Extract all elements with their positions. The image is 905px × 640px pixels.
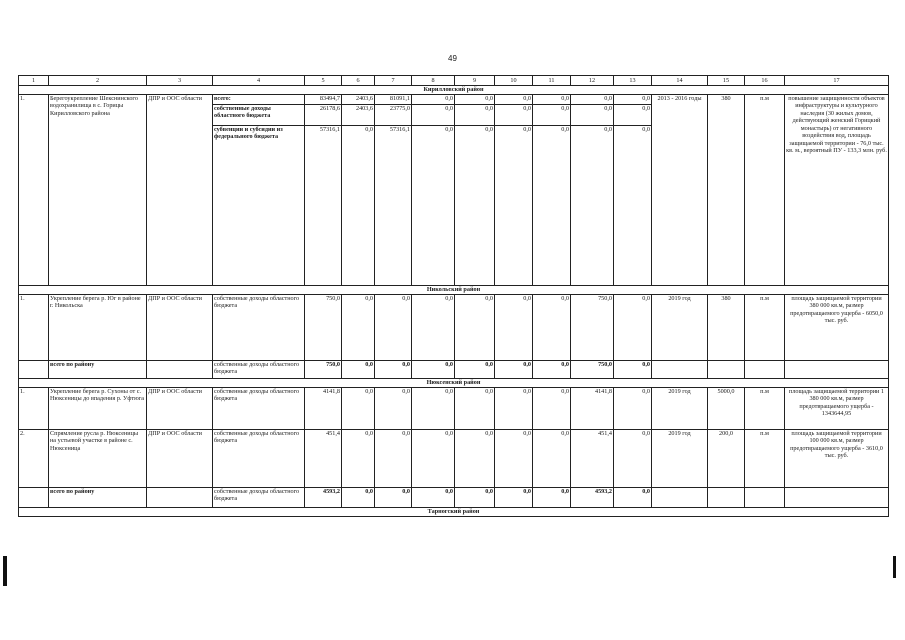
amount-cell: 0,0 <box>412 430 455 488</box>
amount-cell: 750,0 <box>571 295 614 361</box>
period: 2019 год <box>652 295 708 361</box>
amount-cell: 451,4 <box>305 430 342 488</box>
column-number: 5 <box>305 76 342 86</box>
column-number: 13 <box>614 76 652 86</box>
amount-cell: 0,0 <box>455 126 495 286</box>
executor: ДПР и ООС области <box>147 295 213 361</box>
total-amount: 0,0 <box>533 361 571 379</box>
amount-cell: 0,0 <box>614 126 652 286</box>
period: 2013 - 2016 годы <box>652 95 708 286</box>
funding-source: субвенции и субсидии из федерального бюджета <box>213 126 305 286</box>
column-number: 6 <box>342 76 375 86</box>
program-table <box>18 75 889 517</box>
district-total-row <box>19 488 889 508</box>
column-number: 12 <box>571 76 614 86</box>
amount-cell: 0,0 <box>375 295 412 361</box>
executor <box>147 361 213 379</box>
unit: п.м <box>745 430 785 488</box>
amount-cell: 2403,6 <box>342 95 375 105</box>
amount-cell: 0,0 <box>455 430 495 488</box>
unit <box>745 361 785 379</box>
amount-cell: 0,0 <box>342 430 375 488</box>
executor: ДПР и ООС области <box>147 388 213 430</box>
item-number <box>19 361 49 379</box>
amount-cell: 0,0 <box>495 430 533 488</box>
item-number: 1. <box>19 95 49 286</box>
quantity: 380 <box>708 95 745 286</box>
amount-cell: 0,0 <box>571 105 614 126</box>
amount-cell: 0,0 <box>533 430 571 488</box>
amount-cell: 0,0 <box>495 388 533 430</box>
district-title: Нюксенский район <box>19 379 889 388</box>
amount-cell: 0,0 <box>375 388 412 430</box>
total-amount: 0,0 <box>614 488 652 508</box>
effect-description: площадь защищаемой территории 1 380 000 кв.м, размер предотвращаемого ущерба - 1343644,95 <box>785 388 889 430</box>
total-amount: 4593,2 <box>305 488 342 508</box>
quantity <box>708 361 745 379</box>
item-number: 1. <box>19 388 49 430</box>
total-amount: 0,0 <box>455 361 495 379</box>
column-number: 3 <box>147 76 213 86</box>
district-total-row <box>19 361 889 379</box>
measure-name: Укрепление берега р. Сухоны от с. Нюксеницы до впадения р. Уфтюга <box>49 388 147 430</box>
quantity: 380 <box>708 295 745 361</box>
funding-source: собственные доходы областного бюджета <box>213 105 305 126</box>
effect-description <box>785 361 889 379</box>
district-row <box>19 286 889 295</box>
amount-cell: 451,4 <box>571 430 614 488</box>
effect-description <box>785 488 889 508</box>
total-amount: 0,0 <box>342 361 375 379</box>
period: 2019 год <box>652 430 708 488</box>
district-title: Никольский район <box>19 286 889 295</box>
table-row <box>19 95 889 105</box>
amount-cell: 750,0 <box>305 295 342 361</box>
funding-source: собственные доходы областного бюджета <box>213 488 305 508</box>
amount-cell: 0,0 <box>412 388 455 430</box>
measure-name: Спрямление русла р. Нюксеницы на устьевой участке в районе с. Нюксеница <box>49 430 147 488</box>
column-number: 17 <box>785 76 889 86</box>
amount-cell: 0,0 <box>342 388 375 430</box>
page-number: 49 <box>448 54 457 63</box>
unit <box>745 488 785 508</box>
quantity: 5000,0 <box>708 388 745 430</box>
amount-cell: 4141,8 <box>571 388 614 430</box>
amount-cell: 0,0 <box>533 388 571 430</box>
total-amount: 750,0 <box>305 361 342 379</box>
item-number <box>19 488 49 508</box>
column-number-row <box>19 76 889 86</box>
amount-cell: 0,0 <box>412 295 455 361</box>
column-number: 8 <box>412 76 455 86</box>
unit: п.м <box>745 388 785 430</box>
amount-cell: 0,0 <box>495 126 533 286</box>
amount-cell: 0,0 <box>614 295 652 361</box>
amount-cell: 0,0 <box>342 126 375 286</box>
total-label: всего по району <box>49 488 147 508</box>
amount-cell: 0,0 <box>412 126 455 286</box>
column-number: 4 <box>213 76 305 86</box>
district-title: Тарногский район <box>19 508 889 517</box>
amount-cell: 0,0 <box>614 95 652 105</box>
column-number: 7 <box>375 76 412 86</box>
amount-cell: 0,0 <box>533 126 571 286</box>
effect-description: повышение защищенности объектов инфраструктуры и культурного наследия (30 жилых домов, действующий женский Горицкий монастырь) от негативного воздействия вод, площадь защищаемой территории - 76,0 тыс. кв. м., вероятный ПУ - 133,3 млн. руб. <box>785 95 889 286</box>
executor <box>147 488 213 508</box>
item-number: 1. <box>19 295 49 361</box>
total-amount: 0,0 <box>614 361 652 379</box>
amount-cell: 0,0 <box>614 430 652 488</box>
amount-cell: 0,0 <box>375 430 412 488</box>
amount-cell: 0,0 <box>614 105 652 126</box>
scan-mark-right <box>893 556 896 578</box>
amount-cell: 0,0 <box>533 295 571 361</box>
funding-source: собственные доходы областного бюджета <box>213 430 305 488</box>
amount-cell: 0,0 <box>342 295 375 361</box>
total-amount: 0,0 <box>412 488 455 508</box>
amount-cell: 0,0 <box>495 295 533 361</box>
amount-cell: 0,0 <box>614 388 652 430</box>
amount-cell: 0,0 <box>412 95 455 105</box>
amount-cell: 4141,8 <box>305 388 342 430</box>
amount-cell: 0,0 <box>571 126 614 286</box>
unit: п.м <box>745 95 785 286</box>
total-amount: 4593,2 <box>571 488 614 508</box>
column-number: 9 <box>455 76 495 86</box>
period <box>652 361 708 379</box>
total-amount: 0,0 <box>342 488 375 508</box>
amount-cell: 0,0 <box>533 95 571 105</box>
district-row <box>19 508 889 517</box>
column-number: 16 <box>745 76 785 86</box>
amount-cell: 0,0 <box>571 95 614 105</box>
table-row <box>19 430 889 488</box>
total-amount: 0,0 <box>455 488 495 508</box>
table-row <box>19 388 889 430</box>
executor: ДПР и ООС области <box>147 430 213 488</box>
funding-source: собственные доходы областного бюджета <box>213 388 305 430</box>
column-number: 1 <box>19 76 49 86</box>
amount-cell: 2403,6 <box>342 105 375 126</box>
amount-cell: 0,0 <box>412 105 455 126</box>
amount-cell: 57316,1 <box>375 126 412 286</box>
total-amount: 0,0 <box>375 361 412 379</box>
column-number: 10 <box>495 76 533 86</box>
amount-cell: 0,0 <box>533 105 571 126</box>
total-amount: 0,0 <box>495 488 533 508</box>
amount-cell: 23775,0 <box>375 105 412 126</box>
amount-cell: 83494,7 <box>305 95 342 105</box>
amount-cell: 0,0 <box>455 295 495 361</box>
district-row <box>19 379 889 388</box>
amount-cell: 0,0 <box>455 95 495 105</box>
quantity <box>708 488 745 508</box>
amount-cell: 81091,1 <box>375 95 412 105</box>
column-number: 15 <box>708 76 745 86</box>
total-amount: 0,0 <box>412 361 455 379</box>
effect-description: площадь защищаемой территории 380 000 кв.м, размер предотвращаемого ущерба - 6050,0 тыс. руб. <box>785 295 889 361</box>
column-number: 14 <box>652 76 708 86</box>
district-title: Кирилловский район <box>19 86 889 95</box>
funding-source: всего: <box>213 95 305 105</box>
effect-description: площадь защищаемой территории 100 000 кв.м, размер предотвращаемого ущерба - 3610,0 тыс. руб. <box>785 430 889 488</box>
measure-name: Берегоукрепление Шекснинского водохранилища в с. Горицы Кирилловского района <box>49 95 147 286</box>
quantity: 200,0 <box>708 430 745 488</box>
column-number: 2 <box>49 76 147 86</box>
scan-mark-left <box>3 556 7 586</box>
total-label: всего по району <box>49 361 147 379</box>
amount-cell: 0,0 <box>495 95 533 105</box>
amount-cell: 57316,1 <box>305 126 342 286</box>
total-amount: 0,0 <box>533 488 571 508</box>
funding-source: собственные доходы областного бюджета <box>213 361 305 379</box>
funding-source: собственные доходы областного бюджета <box>213 295 305 361</box>
total-amount: 0,0 <box>375 488 412 508</box>
amount-cell: 26178,6 <box>305 105 342 126</box>
total-amount: 750,0 <box>571 361 614 379</box>
period <box>652 488 708 508</box>
unit: п.м <box>745 295 785 361</box>
executor: ДПР и ООС области <box>147 95 213 286</box>
column-number: 11 <box>533 76 571 86</box>
period: 2019 год <box>652 388 708 430</box>
table-row <box>19 295 889 361</box>
measure-name: Укрепление берега р. Юг в районе г. Никольска <box>49 295 147 361</box>
amount-cell: 0,0 <box>455 105 495 126</box>
amount-cell: 0,0 <box>455 388 495 430</box>
district-row <box>19 86 889 95</box>
amount-cell: 0,0 <box>495 105 533 126</box>
item-number: 2. <box>19 430 49 488</box>
total-amount: 0,0 <box>495 361 533 379</box>
